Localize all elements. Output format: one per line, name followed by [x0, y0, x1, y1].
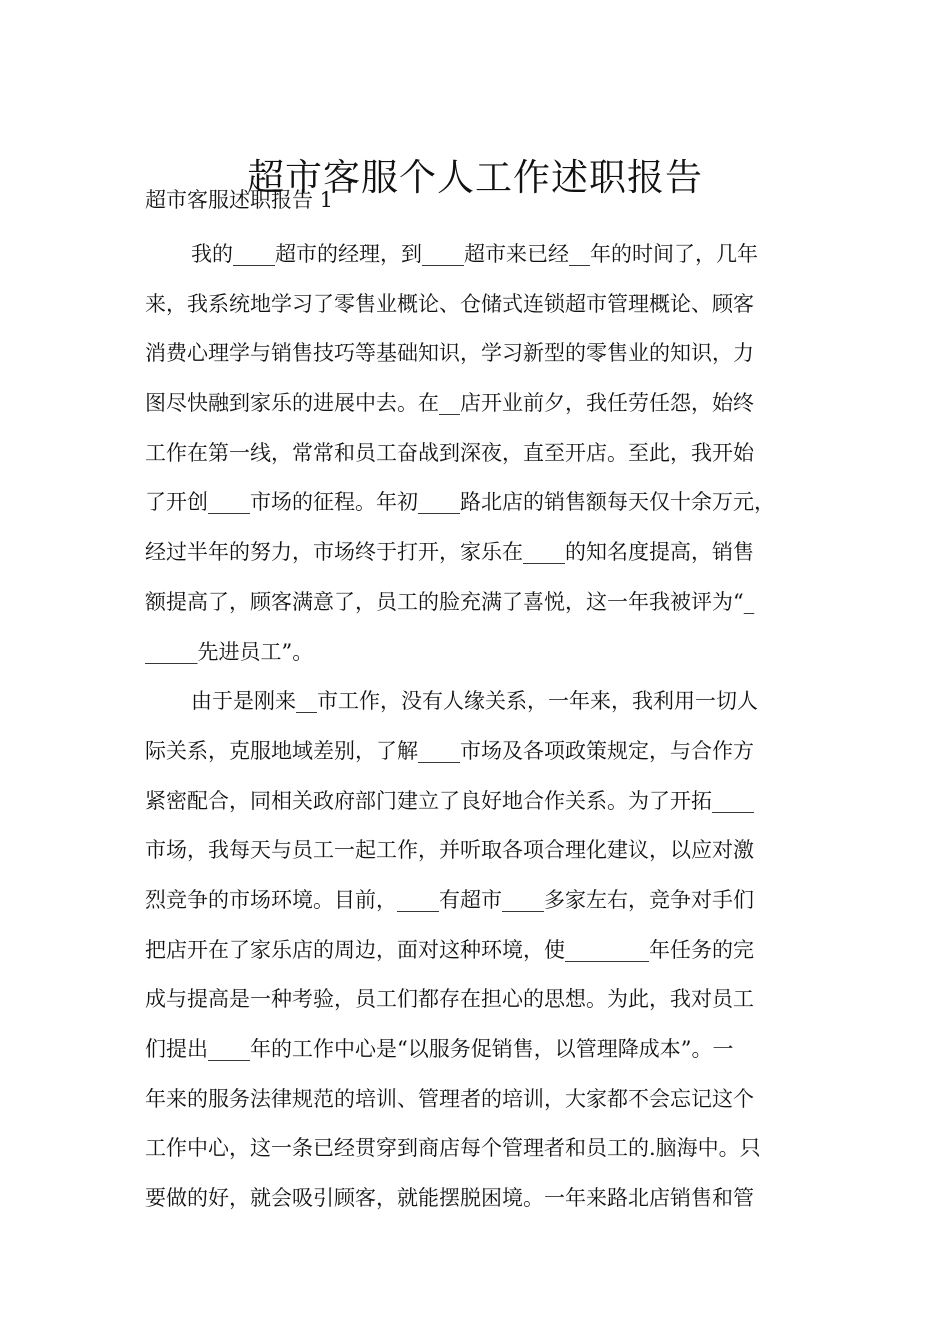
document-title: 超市客服个人工作述职报告	[247, 155, 703, 199]
document-subtitle: 超市客服述职报告 1	[145, 188, 334, 212]
paragraph-1-line: 我的____超市的经理，到____超市来已经__年的时间了，几年	[191, 242, 758, 266]
paragraph-1-line: 经过半年的努力，市场终于打开，家乐在____的知名度提高，销售	[145, 540, 754, 565]
paragraph-2-line: 市场，我每天与员工一起工作，并听取各项合理化建议，以应对激	[145, 838, 754, 863]
paragraph-2-line: 们提出____年的工作中心是“以服务促销售，以管理降成本”。一	[145, 1037, 734, 1061]
paragraph-2-line: 紧密配合，同相关政府部门建立了良好地合作关系。为了开拓____	[145, 788, 754, 813]
paragraph-1-line: 消费心理学与销售技巧等基础知识，学习新型的零售业的知识，力	[145, 341, 754, 366]
paragraph-2-line: 际关系，克服地域差别，了解____市场及各项政策规定，与合作方	[145, 738, 754, 763]
paragraph-2-line: 年来的服务法律规范的培训、管理者的培训，大家都不会忘记这个	[145, 1086, 754, 1111]
paragraph-2-line: 烈竞争的市场环境。目前，____有超市____多家左右，竞争对手们	[145, 887, 754, 912]
paragraph-2-line: 由于是刚来__市工作，没有人缘关系，一年来，我利用一切人	[191, 689, 758, 714]
paragraph-1-line: 额提高了，顾客满意了，员工的脸充满了喜悦，这一年我被评为“_	[145, 589, 755, 614]
paragraph-1-line: 来，我系统地学习了零售业概论、仓储式连锁超市管理概论、顾客	[145, 291, 754, 316]
paragraph-2-line: 工作中心，这一条已经贯穿到商店每个管理者和员工的.脑海中。只	[145, 1136, 761, 1161]
document-body	[145, 230, 835, 1224]
paragraph-1-line: 了开创____市场的征程。年初____路北店的销售额每天仅十余万元，	[145, 490, 775, 515]
paragraph-1-line: 工作在第一线，常常和员工奋战到深夜，直至开店。至此，我开始	[145, 440, 754, 465]
paragraph-1-line: _____先进员工”。	[145, 639, 314, 664]
paragraph-2-line: 成与提高是一种考验，员工们都存在担心的思想。为此，我对员工	[145, 987, 754, 1012]
paragraph-2-line: 要做的好，就会吸引顾客，就能摆脱困境。一年来路北店销售和管	[145, 1186, 754, 1211]
paragraph-2-line: 把店开在了家乐店的周边，面对这种环境，使________年任务的完	[145, 937, 754, 962]
paragraph-1-line: 图尽快融到家乐的进展中去。在__店开业前夕，我任劳任怨，始终	[145, 391, 754, 416]
